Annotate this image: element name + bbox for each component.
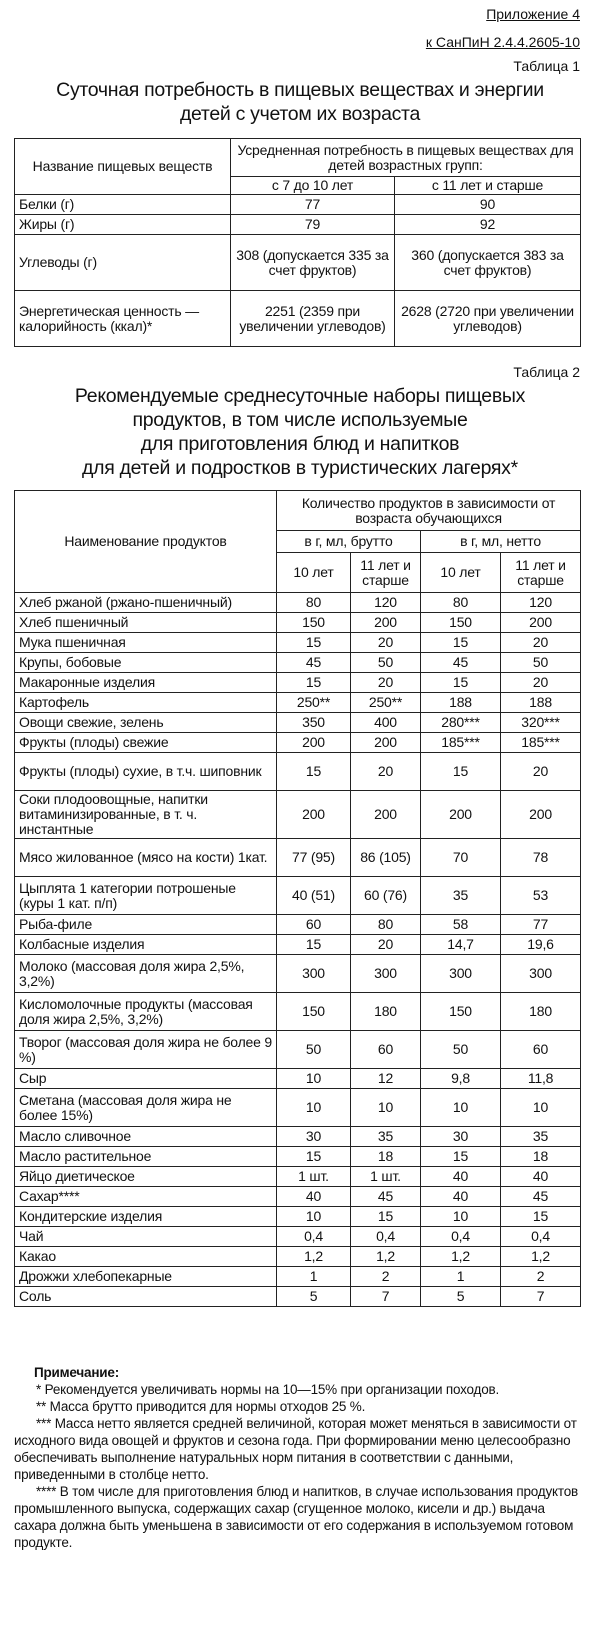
product-name: Молоко (массовая доля жира 2,5%, 3,2%) bbox=[15, 955, 277, 993]
table1-header-group: Усредненная потребность в пищевых веществах для детей возрастных групп: bbox=[231, 139, 581, 177]
table-row bbox=[15, 653, 581, 673]
netto-11: 300 bbox=[501, 955, 581, 993]
netto-11: 0,4 bbox=[501, 1227, 581, 1247]
brutto-10: 45 bbox=[277, 653, 351, 673]
notes-heading: Примечание: bbox=[34, 1365, 120, 1380]
netto-10: 80 bbox=[421, 593, 501, 613]
table-row bbox=[15, 613, 581, 633]
brutto-11: 200 bbox=[351, 733, 421, 753]
table-row bbox=[15, 1147, 581, 1167]
product-name: Кисломолочные продукты (массовая доля жира 2,5%, 3,2%) bbox=[15, 993, 277, 1031]
table-row bbox=[15, 693, 581, 713]
product-name: Дрожжи хлебопекарные bbox=[15, 1267, 277, 1287]
product-name: Крупы, бобовые bbox=[15, 653, 277, 673]
netto-10: 188 bbox=[421, 693, 501, 713]
product-name: Масло растительное bbox=[15, 1147, 277, 1167]
brutto-11: 20 bbox=[351, 753, 421, 791]
table-row bbox=[15, 1089, 581, 1127]
netto-11: 45 bbox=[501, 1187, 581, 1207]
table-row bbox=[15, 1267, 581, 1287]
table-row bbox=[15, 877, 581, 915]
product-name: Чай bbox=[15, 1227, 277, 1247]
brutto-10: 1 шт. bbox=[277, 1167, 351, 1187]
netto-11: 180 bbox=[501, 993, 581, 1031]
product-name: Рыба-филе bbox=[15, 915, 277, 935]
brutto-10: 1 bbox=[277, 1267, 351, 1287]
brutto-11: 2 bbox=[351, 1267, 421, 1287]
brutto-10: 10 bbox=[277, 1089, 351, 1127]
product-name: Сметана (массовая доля жира не более 15%) bbox=[15, 1089, 277, 1127]
table-row bbox=[15, 713, 581, 733]
netto-10: 5 bbox=[421, 1287, 501, 1307]
netto-11: 60 bbox=[501, 1031, 581, 1069]
table1-header-age2: с 11 лет и старше bbox=[395, 177, 581, 195]
netto-11: 15 bbox=[501, 1207, 581, 1227]
product-name: Колбасные изделия bbox=[15, 935, 277, 955]
netto-11: 35 bbox=[501, 1127, 581, 1147]
table-row bbox=[15, 791, 581, 839]
table2-body bbox=[15, 593, 581, 1307]
table2-header-netto-11: 11 лет и старше bbox=[501, 553, 581, 593]
netto-11: 20 bbox=[501, 633, 581, 653]
brutto-11: 180 bbox=[351, 993, 421, 1031]
brutto-10: 200 bbox=[277, 733, 351, 753]
netto-10: 1 bbox=[421, 1267, 501, 1287]
netto-11: 40 bbox=[501, 1167, 581, 1187]
netto-10: 15 bbox=[421, 1147, 501, 1167]
netto-11: 200 bbox=[501, 613, 581, 633]
brutto-11: 18 bbox=[351, 1147, 421, 1167]
netto-11: 2 bbox=[501, 1267, 581, 1287]
brutto-10: 250** bbox=[277, 693, 351, 713]
table2-title-line: Рекомендуемые среднесуточные наборы пищевых bbox=[74, 385, 526, 407]
netto-10: 70 bbox=[421, 839, 501, 877]
product-name: Картофель bbox=[15, 693, 277, 713]
netto-11: 10 bbox=[501, 1089, 581, 1127]
netto-10: 35 bbox=[421, 877, 501, 915]
netto-11: 77 bbox=[501, 915, 581, 935]
table2-title bbox=[0, 384, 600, 480]
product-name: Мясо жилованное (мясо на кости) 1кат. bbox=[15, 839, 277, 877]
netto-11: 18 bbox=[501, 1147, 581, 1167]
table-row bbox=[15, 915, 581, 935]
brutto-11: 15 bbox=[351, 1207, 421, 1227]
netto-11: 200 bbox=[501, 791, 581, 839]
table-row bbox=[15, 955, 581, 993]
table-row bbox=[15, 1227, 581, 1247]
brutto-10: 300 bbox=[277, 955, 351, 993]
netto-10: 40 bbox=[421, 1187, 501, 1207]
brutto-10: 10 bbox=[277, 1069, 351, 1089]
table-row bbox=[15, 593, 581, 613]
product-name: Какао bbox=[15, 1247, 277, 1267]
netto-11: 53 bbox=[501, 877, 581, 915]
table2-header-brutto-11: 11 лет и старше bbox=[351, 553, 421, 593]
product-name: Кондитерские изделия bbox=[15, 1207, 277, 1227]
netto-10: 150 bbox=[421, 613, 501, 633]
table2-title-line: для детей и подростков в туристических лагерях* bbox=[82, 457, 518, 479]
note-4: **** В том числе для приготовления блюд и напитков, в случае использования продуктов промышленного выпуска, содержащих сахар (сгущенное молоко, кисели и др.) выдача сахара должна быть уменьшена в зависимости от его содержания в используемом готовом продукте. bbox=[14, 1484, 578, 1550]
table1-title bbox=[0, 78, 600, 126]
table-row bbox=[15, 195, 581, 215]
brutto-11: 86 (105) bbox=[351, 839, 421, 877]
netto-11: 50 bbox=[501, 653, 581, 673]
table1-label: Таблица 1 bbox=[513, 58, 580, 74]
product-name: Хлеб ржаной (ржано-пшеничный) bbox=[15, 593, 277, 613]
brutto-11: 7 bbox=[351, 1287, 421, 1307]
product-name: Творог (массовая доля жира не более 9 %) bbox=[15, 1031, 277, 1069]
netto-10: 40 bbox=[421, 1167, 501, 1187]
product-name: Масло сливочное bbox=[15, 1127, 277, 1147]
brutto-11: 300 bbox=[351, 955, 421, 993]
table-row bbox=[15, 673, 581, 693]
table-row bbox=[15, 1187, 581, 1207]
table2-label: Таблица 2 bbox=[513, 364, 580, 380]
product-name: Соки плодоовощные, напитки витаминизированные, в т. ч. инстантные bbox=[15, 791, 277, 839]
brutto-11: 12 bbox=[351, 1069, 421, 1089]
brutto-11: 1,2 bbox=[351, 1247, 421, 1267]
table1-header-name: Название пищевых веществ bbox=[15, 139, 231, 195]
netto-10: 300 bbox=[421, 955, 501, 993]
row-name: Белки (г) bbox=[15, 195, 231, 215]
netto-10: 50 bbox=[421, 1031, 501, 1069]
brutto-10: 0,4 bbox=[277, 1227, 351, 1247]
table-row bbox=[15, 1127, 581, 1147]
table2-header-group: Количество продуктов в зависимости от возраста обучающихся bbox=[277, 491, 581, 531]
brutto-10: 40 bbox=[277, 1187, 351, 1207]
brutto-10: 30 bbox=[277, 1127, 351, 1147]
brutto-10: 15 bbox=[277, 673, 351, 693]
brutto-11: 120 bbox=[351, 593, 421, 613]
table2-title-line: продуктов, в том числе используемые bbox=[132, 409, 468, 431]
netto-11: 188 bbox=[501, 693, 581, 713]
netto-10: 200 bbox=[421, 791, 501, 839]
brutto-11: 60 (76) bbox=[351, 877, 421, 915]
netto-11: 1,2 bbox=[501, 1247, 581, 1267]
netto-11: 20 bbox=[501, 673, 581, 693]
table-row bbox=[15, 1287, 581, 1307]
brutto-11: 50 bbox=[351, 653, 421, 673]
table-row bbox=[15, 235, 581, 291]
netto-11: 120 bbox=[501, 593, 581, 613]
table-row bbox=[15, 633, 581, 653]
brutto-10: 150 bbox=[277, 993, 351, 1031]
brutto-10: 15 bbox=[277, 633, 351, 653]
row-name: Энергетическая ценность — калорийность (ккал)* bbox=[15, 291, 231, 347]
netto-10: 1,2 bbox=[421, 1247, 501, 1267]
brutto-10: 15 bbox=[277, 935, 351, 955]
brutto-10: 77 (95) bbox=[277, 839, 351, 877]
brutto-11: 20 bbox=[351, 673, 421, 693]
netto-10: 10 bbox=[421, 1207, 501, 1227]
table1-title-line: Суточная потребность в пищевых веществах и энергии bbox=[56, 79, 544, 101]
row-value-age1: 77 bbox=[231, 195, 395, 215]
brutto-11: 35 bbox=[351, 1127, 421, 1147]
product-name: Фрукты (плоды) сухие, в т.ч. шиповник bbox=[15, 753, 277, 791]
row-name: Жиры (г) bbox=[15, 215, 231, 235]
product-name: Фрукты (плоды) свежие bbox=[15, 733, 277, 753]
netto-11: 320*** bbox=[501, 713, 581, 733]
table2-header-netto-10: 10 лет bbox=[421, 553, 501, 593]
table-row bbox=[15, 733, 581, 753]
table-row bbox=[15, 1167, 581, 1187]
product-name: Сахар**** bbox=[15, 1187, 277, 1207]
brutto-10: 15 bbox=[277, 1147, 351, 1167]
product-name: Мука пшеничная bbox=[15, 633, 277, 653]
table1-title-line: детей с учетом их возраста bbox=[179, 103, 421, 125]
table2-header-name: Наименование продуктов bbox=[15, 491, 277, 593]
netto-10: 10 bbox=[421, 1089, 501, 1127]
netto-10: 15 bbox=[421, 673, 501, 693]
table2-header-brutto: в г, мл, брутто bbox=[277, 531, 421, 553]
row-value-age2: 360 (допускается 383 за счет фруктов) bbox=[395, 235, 581, 291]
product-name: Сыр bbox=[15, 1069, 277, 1089]
brutto-11: 200 bbox=[351, 613, 421, 633]
brutto-11: 45 bbox=[351, 1187, 421, 1207]
brutto-11: 400 bbox=[351, 713, 421, 733]
netto-10: 15 bbox=[421, 753, 501, 791]
netto-11: 19,6 bbox=[501, 935, 581, 955]
netto-11: 7 bbox=[501, 1287, 581, 1307]
brutto-10: 350 bbox=[277, 713, 351, 733]
brutto-10: 60 bbox=[277, 915, 351, 935]
table-row bbox=[15, 1031, 581, 1069]
table-row bbox=[15, 1247, 581, 1267]
netto-10: 0,4 bbox=[421, 1227, 501, 1247]
table1-body bbox=[15, 195, 581, 347]
brutto-11: 20 bbox=[351, 935, 421, 955]
row-name: Углеводы (г) bbox=[15, 235, 231, 291]
brutto-11: 0,4 bbox=[351, 1227, 421, 1247]
brutto-10: 5 bbox=[277, 1287, 351, 1307]
table-row bbox=[15, 1069, 581, 1089]
table2-header-netto: в г, мл, нетто bbox=[421, 531, 581, 553]
netto-10: 280*** bbox=[421, 713, 501, 733]
product-name: Овощи свежие, зелень bbox=[15, 713, 277, 733]
table-row bbox=[15, 935, 581, 955]
product-name: Хлеб пшеничный bbox=[15, 613, 277, 633]
table-row bbox=[15, 215, 581, 235]
table-row bbox=[15, 753, 581, 791]
brutto-10: 150 bbox=[277, 613, 351, 633]
sanpin-label: к СанПиН 2.4.4.2605-10 bbox=[425, 34, 580, 50]
table1 bbox=[14, 138, 581, 347]
brutto-11: 80 bbox=[351, 915, 421, 935]
brutto-11: 200 bbox=[351, 791, 421, 839]
brutto-11: 60 bbox=[351, 1031, 421, 1069]
brutto-10: 50 bbox=[277, 1031, 351, 1069]
brutto-10: 80 bbox=[277, 593, 351, 613]
table2 bbox=[14, 490, 581, 1307]
row-value-age2: 2628 (2720 при увеличении углеводов) bbox=[395, 291, 581, 347]
table2-title-line: для приготовления блюд и напитков bbox=[140, 433, 460, 455]
product-name: Цыплята 1 категории потрошеные (куры 1 кат. п/п) bbox=[15, 877, 277, 915]
table1-header-age1: с 7 до 10 лет bbox=[231, 177, 395, 195]
brutto-10: 200 bbox=[277, 791, 351, 839]
table-row bbox=[15, 291, 581, 347]
brutto-11: 250** bbox=[351, 693, 421, 713]
table-row bbox=[15, 839, 581, 877]
appendix-label: Приложение 4 bbox=[486, 6, 580, 22]
netto-10: 15 bbox=[421, 633, 501, 653]
row-value-age1: 2251 (2359 при увеличении углеводов) bbox=[231, 291, 395, 347]
brutto-10: 40 (51) bbox=[277, 877, 351, 915]
netto-10: 185*** bbox=[421, 733, 501, 753]
netto-11: 78 bbox=[501, 839, 581, 877]
row-value-age2: 92 bbox=[395, 215, 581, 235]
netto-10: 58 bbox=[421, 915, 501, 935]
netto-10: 150 bbox=[421, 993, 501, 1031]
netto-11: 11,8 bbox=[501, 1069, 581, 1089]
table2-header-brutto-10: 10 лет bbox=[277, 553, 351, 593]
netto-10: 14,7 bbox=[421, 935, 501, 955]
notes-section bbox=[14, 1364, 580, 1551]
row-value-age1: 79 bbox=[231, 215, 395, 235]
netto-11: 185*** bbox=[501, 733, 581, 753]
netto-11: 20 bbox=[501, 753, 581, 791]
brutto-10: 1,2 bbox=[277, 1247, 351, 1267]
row-value-age2: 90 bbox=[395, 195, 581, 215]
brutto-11: 20 bbox=[351, 633, 421, 653]
table-row bbox=[15, 993, 581, 1031]
netto-10: 9,8 bbox=[421, 1069, 501, 1089]
brutto-10: 15 bbox=[277, 753, 351, 791]
product-name: Соль bbox=[15, 1287, 277, 1307]
brutto-10: 10 bbox=[277, 1207, 351, 1227]
brutto-11: 10 bbox=[351, 1089, 421, 1127]
netto-10: 30 bbox=[421, 1127, 501, 1147]
note-3: *** Масса нетто является средней величиной, которая может меняться в зависимости от исходного вида овощей и фруктов и сезона года. При формировании меню целесообразно обеспечивать выполнение натуральных норм питания в соответствии с данными, приведенными в столбце нетто. bbox=[14, 1416, 577, 1482]
row-value-age1: 308 (допускается 335 за счет фруктов) bbox=[231, 235, 395, 291]
product-name: Макаронные изделия bbox=[15, 673, 277, 693]
brutto-11: 1 шт. bbox=[351, 1167, 421, 1187]
note-1: * Рекомендуется увеличивать нормы на 10—15% при организации походов. bbox=[36, 1382, 500, 1397]
table-row bbox=[15, 1207, 581, 1227]
netto-10: 45 bbox=[421, 653, 501, 673]
note-2: ** Масса брутто приводится для нормы отходов 25 %. bbox=[36, 1399, 366, 1414]
product-name: Яйцо диетическое bbox=[15, 1167, 277, 1187]
